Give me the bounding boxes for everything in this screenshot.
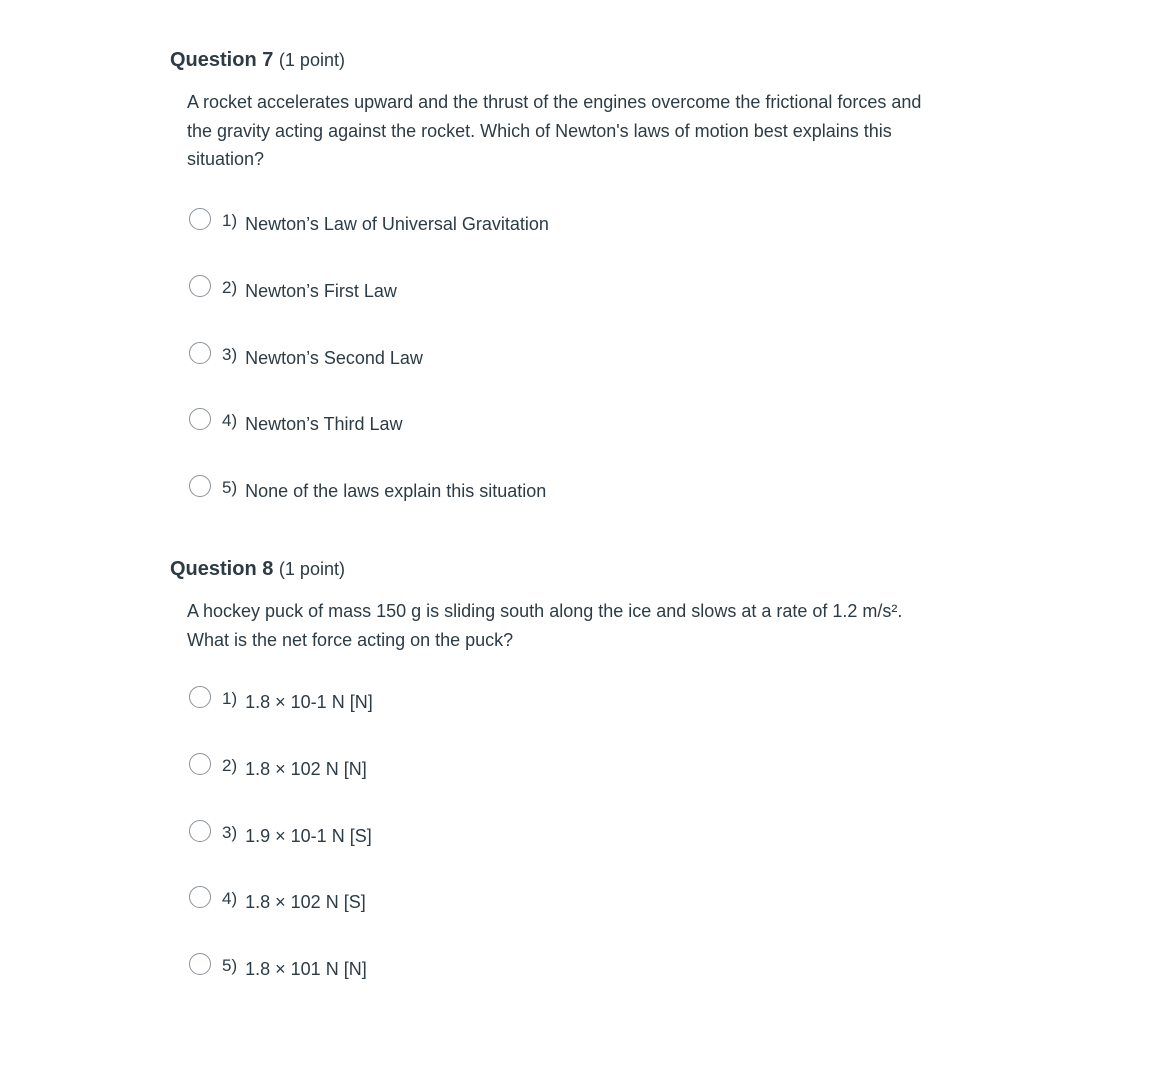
question-7 [170,48,950,501]
question-label: Question 8 [170,558,274,580]
answer-option-4[interactable] [189,410,403,438]
answer-option-3[interactable] [189,344,423,372]
answer-option-1[interactable] [189,210,549,238]
question-text: A hockey puck of mass 150 g is sliding south along the ice and slows at a rate of 1.2 m/s². What is the net force acting on the puck? [187,601,903,650]
answer-number: 5) [222,478,238,497]
question-text: A rocket accelerates upward and the thrust of the engines overcome the frictional forces and the gravity acting against the rocket. Which of Newton's laws of motion best explains this situation? [187,92,922,169]
answer-number: 3) [222,823,238,842]
answer-text: 1.8 × 101 N [N] [245,958,367,979]
answer-number: 1) [222,689,238,708]
answer-text: Newton’s Law of Universal Gravitation [245,213,549,234]
answer-text: 1.8 × 102 N [S] [245,891,366,912]
question-header [170,48,950,72]
question-8 [170,557,950,979]
answer-text: Newton’s Third Law [245,413,403,434]
answer-number: 3) [222,345,238,364]
answer-option-4[interactable] [189,888,366,916]
radio-button[interactable] [189,686,211,708]
radio-button[interactable] [189,208,211,230]
answer-number: 2) [222,756,238,775]
answer-text: None of the laws explain this situation [245,480,547,501]
question-header [170,557,950,581]
answer-number: 4) [222,889,238,908]
radio-button[interactable] [189,820,211,842]
radio-button[interactable] [189,275,211,297]
answer-number: 5) [222,956,238,975]
answer-text: 1.8 × 10-1 N [N] [245,691,373,712]
answer-number: 1) [222,211,238,230]
answer-text: Newton’s Second Law [245,347,423,368]
radio-button[interactable] [189,753,211,775]
question-points: (1 point) [278,50,345,70]
answer-number: 4) [222,411,238,430]
answer-text: 1.8 × 102 N [N] [245,758,367,779]
answer-option-2[interactable] [189,755,367,783]
answer-text: 1.9 × 10-1 N [S] [245,825,372,846]
radio-button[interactable] [189,886,211,908]
answer-option-1[interactable] [189,688,373,716]
answer-option-5[interactable] [189,955,367,983]
answer-option-2[interactable] [189,277,397,305]
radio-button[interactable] [189,408,211,430]
radio-button[interactable] [189,953,211,975]
answer-option-5[interactable] [189,477,546,505]
answer-option-3[interactable] [189,822,372,850]
radio-button[interactable] [189,475,211,497]
answer-text: Newton’s First Law [245,280,397,301]
question-points: (1 point) [278,559,345,579]
answer-number: 2) [222,278,238,297]
question-label: Question 7 [170,49,274,71]
radio-button[interactable] [189,342,211,364]
